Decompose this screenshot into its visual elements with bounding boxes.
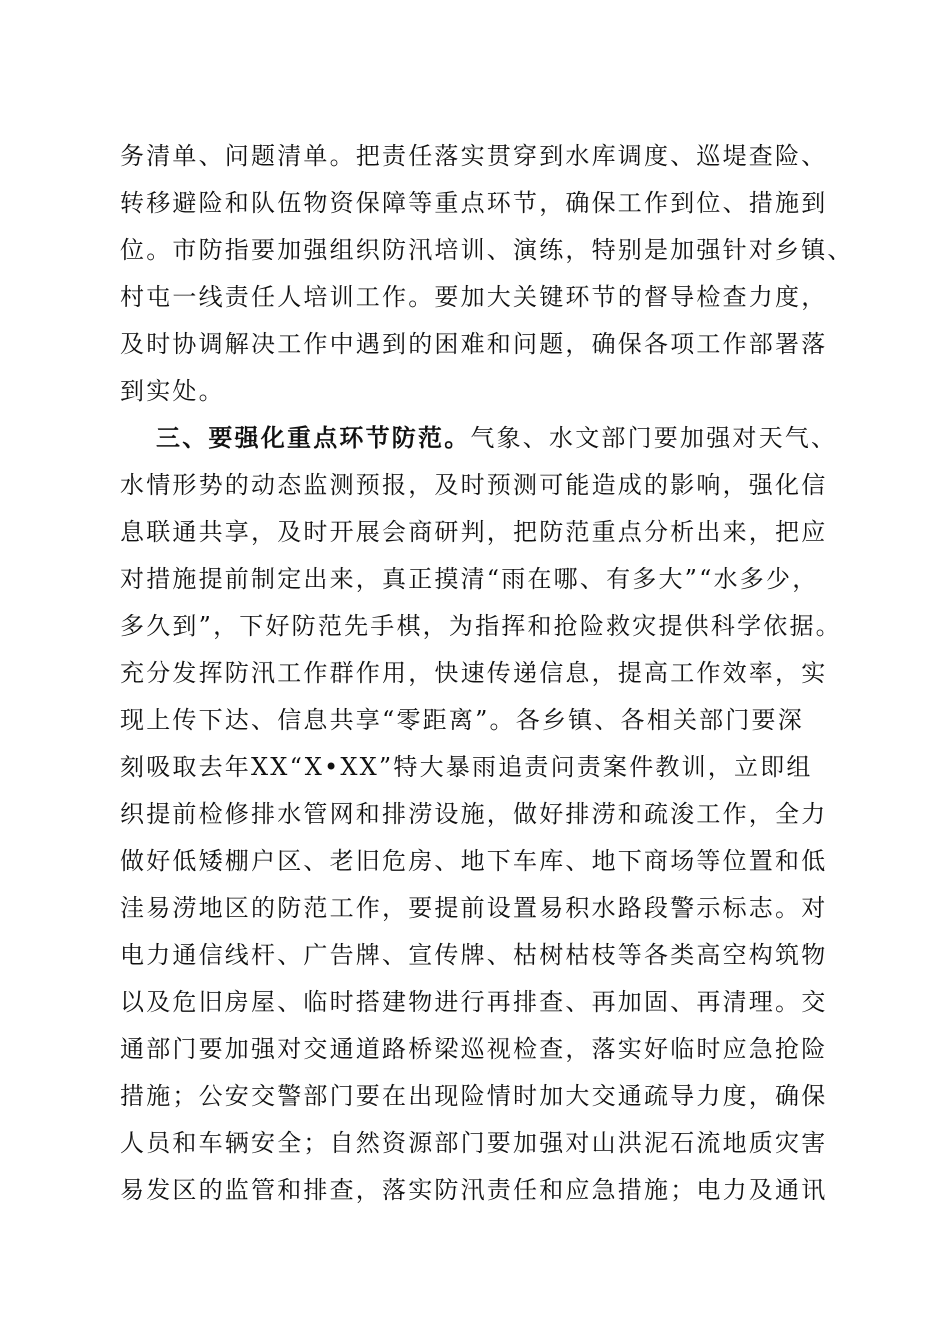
text-line: 刻吸取去年XX“X•XX”特大暴雨追责问责案件教训，立即组 — [120, 753, 813, 781]
text-line: 易发区的监管和排查，落实防汛责任和应急措施；电力及通讯 — [120, 1176, 828, 1204]
text-line: 息联通共享，及时开展会商研判，把防范重点分析出来，把应 — [120, 518, 828, 546]
text-line: 洼易涝地区的防范工作，要提前设置易积水路段警示标志。对 — [120, 894, 828, 922]
text-line: 以及危旧房屋、临时搭建物进行再排查、再加固、再清理。交 — [120, 988, 828, 1016]
text-line: 做好低矮棚户区、老旧危房、地下车库、地下商场等位置和低 — [120, 847, 828, 875]
text-line: 通部门要加强对交通道路桥梁巡视检查，落实好临时应急抢险 — [120, 1035, 828, 1063]
text-line: 现上传下达、信息共享“零距离”。各乡镇、各相关部门要深 — [120, 706, 804, 734]
text-line: 措施；公安交警部门要在出现险情时加大交通疏导力度，确保 — [120, 1082, 828, 1110]
text-line: 及时协调解决工作中遇到的困难和问题，确保各项工作部署落 — [120, 330, 828, 358]
text-line: 电力通信线杆、广告牌、宣传牌、枯树枯枝等各类高空构筑物 — [120, 941, 828, 969]
text-line: 到实处。 — [120, 377, 225, 405]
text-line: 村屯一线责任人培训工作。要加大关键环节的督导检查力度， — [120, 283, 828, 311]
section-3-heading: 三、要强化重点环节防范。 — [156, 423, 471, 452]
text-line: 多久到”，下好防范先手棋，为指挥和抢险救灾提供科学依据。 — [120, 612, 842, 640]
text-line: 对措施提前制定出来，真正摸清“雨在哪、有多大”“水多少， — [120, 565, 819, 593]
text-line: 转移避险和队伍物资保障等重点环节，确保工作到位、措施到 — [120, 189, 828, 217]
section-3-first-line — [156, 418, 840, 458]
section-3-first-line-text: 气象、水文部门要加强对天气、 — [470, 424, 838, 452]
text-line: 务清单、问题清单。把责任落实贯穿到水库调度、巡堤查险、 — [120, 142, 828, 170]
text-line: 织提前检修排水管网和排涝设施，做好排涝和疏浚工作，全力 — [120, 800, 828, 828]
text-line: 位。市防指要加强组织防汛培训、演练，特别是加强针对乡镇、 — [120, 236, 854, 264]
text-line: 人员和车辆安全；自然资源部门要加强对山洪泥石流地质灾害 — [120, 1129, 828, 1157]
text-line: 水情形势的动态监测预报，及时预测可能造成的影响，强化信 — [120, 471, 828, 499]
text-line: 充分发挥防汛工作群作用，快速传递信息，提高工作效率，实 — [120, 659, 828, 687]
